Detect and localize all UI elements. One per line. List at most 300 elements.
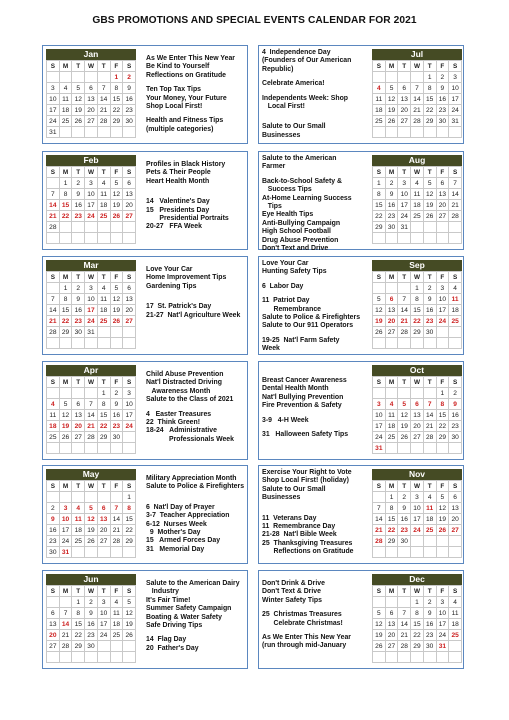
day-cell: 6 [72, 399, 85, 410]
day-cell: 14 [373, 514, 386, 525]
day-cell: 26 [110, 211, 123, 222]
day-cell: 23 [398, 525, 411, 536]
event-line: As We Enter This New Year [262, 634, 351, 642]
weekday-header: M [59, 377, 72, 388]
month-name: Mar [46, 260, 136, 271]
event-line: 4 Independence Day [262, 49, 331, 56]
weekday-header: T [97, 167, 110, 178]
empty-cell [398, 652, 411, 663]
day-cell: 4 [110, 597, 123, 608]
events-list [262, 49, 366, 140]
day-cell: 3 [47, 83, 60, 94]
weekday-header: M [385, 377, 398, 388]
day-cell: 10 [97, 608, 110, 619]
weekday-header: W [85, 377, 98, 388]
empty-cell [97, 443, 110, 454]
empty-cell [85, 443, 98, 454]
event-line: Heart Health Month [146, 177, 210, 185]
mini-calendar [372, 574, 462, 663]
events-list [146, 49, 246, 134]
empty-cell [423, 652, 436, 663]
day-cell: 20 [385, 630, 398, 641]
event-line: Presidential Portraits [146, 215, 229, 223]
day-cell: 22 [97, 421, 110, 432]
day-cell: 6 [385, 608, 398, 619]
day-cell: 8 [59, 189, 72, 200]
day-cell: 4 [47, 399, 60, 410]
day-cell: 3 [59, 503, 72, 514]
day-cell: 22 [373, 211, 386, 222]
day-cell: 24 [411, 525, 424, 536]
weekday-header: S [449, 61, 462, 72]
day-cell: 15 [411, 305, 424, 316]
weekday-header: W [85, 167, 98, 178]
event-line: 18-24 Administrative [146, 427, 217, 435]
day-cell: 30 [423, 327, 436, 338]
day-cell: 13 [123, 189, 136, 200]
day-cell: 12 [85, 514, 98, 525]
day-cell: 3 [411, 492, 424, 503]
empty-cell [47, 388, 60, 399]
event-line: Health and Fitness Tips [146, 117, 224, 125]
empty-cell [385, 283, 398, 294]
day-cell: 25 [449, 316, 462, 327]
day-cell: 24 [436, 630, 449, 641]
day-cell: 19 [385, 105, 398, 116]
day-cell: 6 [85, 83, 98, 94]
empty-cell [123, 547, 136, 558]
empty-cell [436, 443, 449, 454]
day-cell: 16 [423, 305, 436, 316]
event-line: 31 Memorial Day [146, 545, 205, 553]
day-cell: 27 [436, 211, 449, 222]
event-line: Don't Drink & Drive [262, 580, 325, 587]
empty-cell [411, 338, 424, 349]
day-cell: 11 [72, 514, 85, 525]
empty-cell [97, 222, 110, 233]
event-line: Salute to the American Dairy [146, 580, 240, 587]
events-list [146, 574, 246, 653]
weekday-header: T [398, 481, 411, 492]
event-line: 4 Easter Treasures [146, 410, 212, 418]
mini-calendar [46, 469, 136, 558]
calendar-grid [46, 60, 136, 138]
day-cell: 8 [97, 399, 110, 410]
day-cell: 7 [398, 294, 411, 305]
day-cell: 8 [59, 294, 72, 305]
event-line: Nat'l Distracted Driving [146, 379, 222, 387]
day-cell: 6 [449, 492, 462, 503]
day-cell: 19 [423, 200, 436, 211]
day-cell: 24 [373, 432, 386, 443]
empty-cell [123, 641, 136, 652]
empty-cell [436, 327, 449, 338]
day-cell: 18 [97, 200, 110, 211]
weekday-header: S [47, 167, 60, 178]
event-line: Pets & Their People [146, 169, 211, 177]
day-cell: 23 [423, 316, 436, 327]
empty-cell [373, 338, 386, 349]
day-cell: 29 [97, 432, 110, 443]
day-cell: 21 [59, 630, 72, 641]
day-cell: 29 [123, 536, 136, 547]
day-cell: 1 [423, 72, 436, 83]
empty-cell [411, 547, 424, 558]
day-cell: 23 [110, 421, 123, 432]
weekday-header: S [373, 61, 386, 72]
day-cell: 18 [110, 619, 123, 630]
empty-cell [373, 492, 386, 503]
weekday-header: S [123, 61, 136, 72]
day-cell: 12 [110, 294, 123, 305]
event-line: 11 Remembrance Day [262, 523, 336, 531]
empty-cell [97, 338, 110, 349]
month-card-apr [42, 361, 248, 460]
mini-calendar [372, 49, 462, 138]
weekday-header: T [72, 481, 85, 492]
day-cell: 10 [373, 410, 386, 421]
day-cell: 25 [423, 525, 436, 536]
month-card-feb [42, 151, 248, 250]
empty-cell [110, 327, 123, 338]
event-line: Salute to Our Small [262, 485, 326, 493]
day-cell: 11 [97, 294, 110, 305]
day-cell: 9 [72, 189, 85, 200]
day-cell: 24 [398, 211, 411, 222]
day-cell: 4 [411, 178, 424, 189]
event-line: 21-28 Nat'l Bible Week [262, 531, 337, 539]
empty-cell [398, 547, 411, 558]
empty-cell [423, 338, 436, 349]
event-line: 14 Valentine's Day [146, 198, 210, 206]
day-cell: 17 [436, 619, 449, 630]
day-cell: 10 [436, 294, 449, 305]
day-cell: 15 [59, 305, 72, 316]
event-line: Home Improvement Tips [146, 274, 227, 282]
day-cell: 13 [436, 189, 449, 200]
day-cell: 22 [59, 211, 72, 222]
empty-cell [373, 233, 386, 244]
day-cell: 17 [85, 305, 98, 316]
day-cell: 16 [72, 305, 85, 316]
event-line: Military Appreciation Month [146, 475, 237, 482]
day-cell: 29 [423, 116, 436, 127]
day-cell: 1 [97, 388, 110, 399]
event-line: Don't Text & Drive [262, 588, 321, 596]
day-cell: 20 [85, 105, 98, 116]
weekday-header: T [423, 272, 436, 283]
day-cell: 12 [373, 619, 386, 630]
day-cell: 31 [373, 443, 386, 454]
day-cell: 3 [85, 283, 98, 294]
event-line: Tips [262, 203, 282, 211]
weekday-header: W [411, 377, 424, 388]
event-line: Salute to Police & Firefighters [146, 483, 245, 491]
day-cell: 7 [47, 189, 60, 200]
event-line: 3-7 Teacher Appreciation [146, 512, 230, 520]
weekday-header: S [123, 272, 136, 283]
empty-cell [411, 72, 424, 83]
day-cell: 7 [85, 399, 98, 410]
event-line: 22 Think Green! [146, 419, 200, 427]
day-cell: 16 [110, 410, 123, 421]
empty-cell [436, 127, 449, 138]
weekday-header: F [436, 481, 449, 492]
day-cell: 20 [411, 421, 424, 432]
empty-cell [398, 233, 411, 244]
day-cell: 5 [373, 608, 386, 619]
empty-cell [123, 432, 136, 443]
day-cell: 17 [85, 200, 98, 211]
empty-cell [449, 443, 462, 454]
event-line: Gardening Tips [146, 282, 197, 290]
day-cell: 24 [85, 316, 98, 327]
day-cell: 18 [449, 305, 462, 316]
empty-cell [72, 72, 85, 83]
empty-cell [385, 388, 398, 399]
weekday-header: M [385, 61, 398, 72]
weekday-header: T [398, 167, 411, 178]
weekday-header: F [436, 272, 449, 283]
empty-cell [59, 492, 72, 503]
day-cell: 17 [436, 305, 449, 316]
empty-cell [449, 338, 462, 349]
day-cell: 10 [85, 189, 98, 200]
weekday-header: S [449, 481, 462, 492]
day-cell: 20 [449, 514, 462, 525]
day-cell: 27 [449, 525, 462, 536]
weekday-header: M [385, 586, 398, 597]
empty-cell [398, 388, 411, 399]
day-cell: 1 [72, 597, 85, 608]
event-line: Back-to-School Safety & [262, 177, 343, 185]
mini-calendar [46, 260, 136, 349]
event-line: Salute to the Class of 2021 [146, 396, 234, 404]
day-cell: 22 [423, 105, 436, 116]
month-card-aug [258, 151, 464, 253]
day-cell: 8 [423, 83, 436, 94]
weekday-header: M [385, 272, 398, 283]
event-line: Businesses [262, 131, 301, 139]
empty-cell [398, 72, 411, 83]
day-cell: 9 [85, 608, 98, 619]
event-line: Salute to Police & Firefighters [262, 314, 361, 322]
empty-cell [436, 338, 449, 349]
weekday-header: F [436, 61, 449, 72]
day-cell: 28 [47, 327, 60, 338]
event-line: High School Football [262, 228, 331, 236]
event-line: 14 Flag Day [146, 636, 187, 644]
weekday-header: M [59, 481, 72, 492]
day-cell: 7 [373, 503, 386, 514]
day-cell: 18 [59, 105, 72, 116]
day-cell: 22 [411, 316, 424, 327]
day-cell: 14 [110, 514, 123, 525]
day-cell: 30 [47, 547, 60, 558]
day-cell: 25 [449, 630, 462, 641]
day-cell: 14 [449, 189, 462, 200]
empty-cell [411, 388, 424, 399]
events-list [262, 365, 366, 439]
day-cell: 6 [97, 503, 110, 514]
empty-cell [47, 283, 60, 294]
empty-cell [398, 443, 411, 454]
day-cell: 4 [97, 178, 110, 189]
day-cell: 13 [385, 305, 398, 316]
event-line: It's Fair Time! [146, 596, 191, 604]
day-cell: 15 [123, 514, 136, 525]
day-cell: 13 [85, 94, 98, 105]
empty-cell [373, 283, 386, 294]
day-cell: 3 [436, 283, 449, 294]
empty-cell [373, 127, 386, 138]
day-cell: 6 [436, 178, 449, 189]
empty-cell [85, 338, 98, 349]
day-cell: 25 [97, 316, 110, 327]
event-line: Fire Prevention & Safety [262, 402, 342, 410]
empty-cell [97, 327, 110, 338]
empty-cell [47, 492, 60, 503]
day-cell: 26 [373, 327, 386, 338]
day-cell: 25 [59, 116, 72, 127]
weekday-header: F [436, 586, 449, 597]
empty-cell [123, 652, 136, 663]
day-cell: 2 [385, 178, 398, 189]
event-line: 6-12 Nurses Week [146, 520, 207, 528]
weekday-header: F [110, 481, 123, 492]
empty-cell [398, 597, 411, 608]
day-cell: 17 [97, 619, 110, 630]
page-title: GBS PROMOTIONS AND SPECIAL EVENTS CALENDAR FOR 2021 [92, 15, 417, 26]
event-line: 6 Nat'l Day of Prayer [146, 503, 215, 511]
empty-cell [110, 222, 123, 233]
empty-cell [97, 641, 110, 652]
day-cell: 21 [398, 316, 411, 327]
empty-cell [110, 641, 123, 652]
empty-cell [97, 72, 110, 83]
weekday-header: S [123, 481, 136, 492]
day-cell: 5 [85, 503, 98, 514]
empty-cell [110, 443, 123, 454]
day-cell: 5 [110, 283, 123, 294]
day-cell: 15 [423, 94, 436, 105]
day-cell: 30 [449, 432, 462, 443]
day-cell: 9 [423, 608, 436, 619]
day-cell: 28 [449, 211, 462, 222]
day-cell: 9 [423, 294, 436, 305]
weekday-header: S [373, 586, 386, 597]
empty-cell [411, 536, 424, 547]
weekday-header: T [97, 61, 110, 72]
day-cell: 17 [59, 525, 72, 536]
event-line: Local First! [262, 103, 305, 111]
day-cell: 13 [398, 94, 411, 105]
day-cell: 29 [436, 432, 449, 443]
day-cell: 16 [47, 525, 60, 536]
empty-cell [423, 127, 436, 138]
day-cell: 12 [72, 94, 85, 105]
day-cell: 17 [123, 410, 136, 421]
day-cell: 30 [398, 536, 411, 547]
day-cell: 8 [411, 608, 424, 619]
calendar-grid [372, 166, 462, 244]
empty-cell [423, 443, 436, 454]
day-cell: 30 [72, 327, 85, 338]
event-line: 31 Halloween Safety Tips [262, 431, 349, 439]
weekday-header: S [449, 272, 462, 283]
event-line: Your Money, Your Future [146, 94, 227, 102]
day-cell: 2 [436, 72, 449, 83]
day-cell: 29 [110, 116, 123, 127]
empty-cell [85, 233, 98, 244]
day-cell: 18 [411, 200, 424, 211]
empty-cell [436, 536, 449, 547]
day-cell: 9 [449, 399, 462, 410]
empty-cell [47, 597, 60, 608]
empty-cell [398, 283, 411, 294]
empty-cell [97, 547, 110, 558]
day-cell: 21 [47, 316, 60, 327]
event-line: Winter Safety Tips [262, 596, 322, 604]
empty-cell [123, 338, 136, 349]
event-line: Love Your Car [262, 260, 309, 267]
day-cell: 7 [59, 608, 72, 619]
weekday-header: M [59, 61, 72, 72]
day-cell: 21 [97, 105, 110, 116]
weekday-header: M [385, 481, 398, 492]
day-cell: 22 [385, 525, 398, 536]
day-cell: 23 [85, 630, 98, 641]
weekday-header: T [97, 481, 110, 492]
event-line: 6 Labor Day [262, 282, 304, 290]
month-card-may [42, 465, 248, 564]
day-cell: 10 [436, 608, 449, 619]
event-line: Industry [146, 588, 179, 596]
day-cell: 27 [123, 211, 136, 222]
empty-cell [385, 127, 398, 138]
empty-cell [436, 233, 449, 244]
day-cell: 17 [398, 200, 411, 211]
empty-cell [411, 652, 424, 663]
day-cell: 16 [123, 94, 136, 105]
day-cell: 5 [385, 83, 398, 94]
event-line: 21-27 Nat'l Agriculture Week [146, 311, 241, 319]
mini-calendar [372, 469, 462, 558]
empty-cell [123, 127, 136, 138]
day-cell: 30 [423, 641, 436, 652]
month-name: Jun [46, 574, 136, 585]
empty-cell [449, 536, 462, 547]
event-line: Reflections on Gratitude [146, 71, 227, 79]
day-cell: 3 [85, 178, 98, 189]
month-name: May [46, 469, 136, 480]
weekday-header: T [97, 586, 110, 597]
day-cell: 26 [436, 525, 449, 536]
event-line: Boating & Water Safety [146, 613, 222, 621]
month-row [42, 465, 464, 564]
month-row [42, 256, 464, 355]
day-cell: 14 [398, 619, 411, 630]
day-cell: 19 [110, 200, 123, 211]
weekday-header: M [59, 272, 72, 283]
day-cell: 28 [47, 222, 60, 233]
day-cell: 28 [373, 536, 386, 547]
day-cell: 27 [85, 116, 98, 127]
day-cell: 25 [373, 116, 386, 127]
event-line: As We Enter This New Year [146, 55, 235, 62]
day-cell: 5 [398, 399, 411, 410]
day-cell: 2 [423, 597, 436, 608]
